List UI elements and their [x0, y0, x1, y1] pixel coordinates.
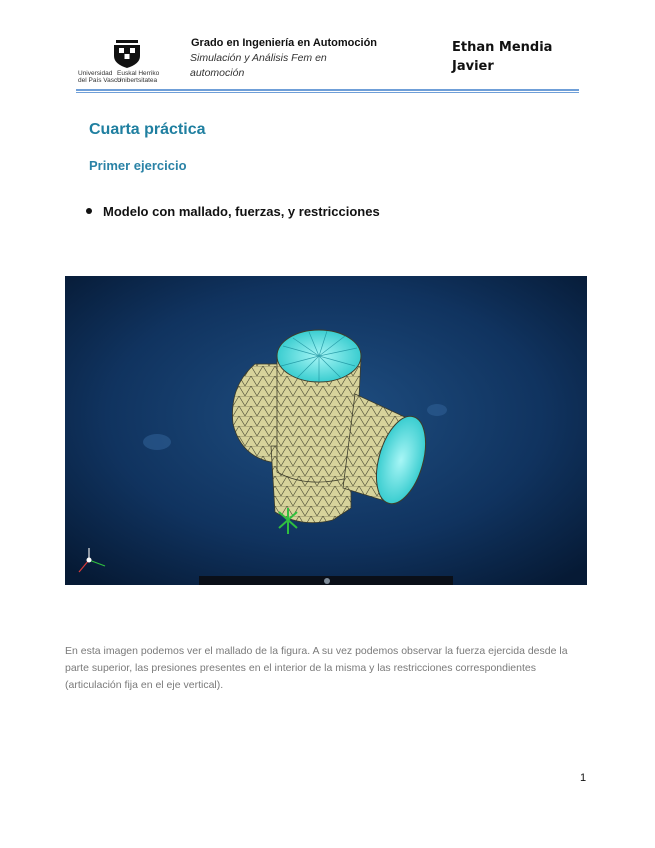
bullet-item: [86, 204, 380, 219]
logo-text-right: Euskal Herriko Unibertsitatea: [117, 70, 160, 84]
header-divider: [76, 89, 579, 91]
section-title: Cuarta práctica: [89, 121, 206, 138]
page-number: 1: [580, 772, 587, 784]
figure-caption: En esta imagen podemos ver el mallado de la figura. A su vez podemos observar la fuerza ejercida desde la parte superior, las presiones presentes en el interior de la misma y las restricciones correspondientes (articulación fija en el eje vertical).: [65, 645, 568, 691]
bullet-dot-icon: [86, 208, 92, 214]
fem-model-image: [65, 276, 587, 585]
header-divider-thin: [76, 92, 579, 93]
university-emblem-icon: [110, 40, 144, 68]
university-logo: [76, 40, 176, 86]
logo-text-left: Universidad del País Vasco: [78, 70, 121, 84]
course-title: Grado en Ingeniería en Automoción: [191, 37, 378, 49]
bullet-text: Modelo con mallado, fuerzas, y restricciones: [103, 204, 380, 219]
subject-title: Simulación y Análisis Fem en automoción: [190, 52, 327, 79]
author-name: Ethan Mendia Javier: [452, 40, 553, 74]
section-subtitle: Primer ejercicio: [89, 158, 187, 173]
